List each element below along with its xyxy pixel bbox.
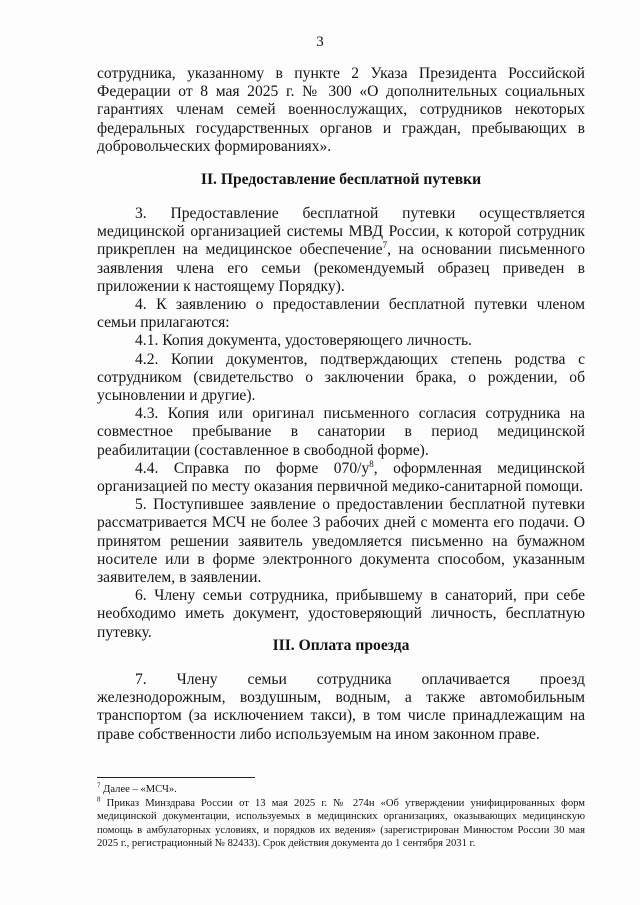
footnote-8-mark: 8: [97, 795, 101, 804]
footnotes: [97, 783, 585, 851]
footnote-7-mark: 7: [97, 781, 101, 790]
intro-paragraph: сотрудника, указанному в пункте 2 Указа Президента Российской Федерации от 8 мая 2025 г. № 300 «О дополнительных социальных гарантиях членам семей военнослужащих, сотрудников некоторых федеральных государственных органов и граждан, пребывающих в добровольческих формированиях».: [97, 65, 585, 155]
paragraph-6: 6. Члену семьи сотрудника, прибывшему в санаторий, при себе необходимо иметь документ, удостоверяющий личность, бесплатную путевку.: [97, 587, 585, 641]
paragraph-5: 5. Поступившее заявление о предоставлении бесплатной путевки рассматривается МСЧ не более 3 рабочих дней с момента его подачи. О принятом решении заявитель уведомляется письменно на бумажном носителе или в форме электронного документа способом, указанным заявителем, в заявлении.: [97, 496, 585, 587]
section-2-body: [97, 205, 585, 642]
section-2-heading: II. Предоставление бесплатной путевки: [200, 171, 482, 188]
paragraph-4-2: 4.2. Копии документов, подтверждающих степень родства с сотрудником (свидетельство о заключении брака, о рождении, об усыновлении и другие).: [97, 350, 585, 405]
footnote-ref-7: 7: [382, 240, 388, 251]
paragraph-3: [97, 205, 585, 296]
footnote-8-text: Приказ Минздрава России от 13 мая 2025 г. № 274н «Об утверждении унифицированных форм медицинской документации, используемых в медицинских организациях, оказывающих медицинскую помощь в амбулаторных условиях, и порядков их ведения» (зарегистрирован Минюстом России 30 мая 2025 г., регистрационный № 82433). Срок действия документа до 1 сентября 2031 г.: [97, 797, 585, 850]
footnote-ref-8: 8: [369, 458, 374, 469]
footnote-7-text: Далее – «МСЧ».: [100, 784, 177, 795]
section-3-body: [97, 671, 585, 744]
paragraph-4: 4. К заявлению о предоставлении бесплатной путевки членом семьи прилагаются:: [97, 296, 585, 332]
paragraph-4-4-text-b: , оформленная медицинской организацией по месту оказания первичной медико-санитарной помощи.: [97, 459, 585, 496]
paragraph-4-4-text-a: 4.4. Справка по форме 070/у: [135, 459, 370, 477]
paragraph-4-1: 4.1. Копия документа, удостоверяющего личность.: [135, 332, 472, 350]
paragraph-7: 7. Члену семьи сотрудника оплачивается проезд железнодорожным, воздушным, водным, а также автомобильным транспортом (за исключением такси), в том числе принадлежащим на праве собственности либо используемым на ином законном праве.: [97, 671, 585, 743]
footnote-8: [97, 797, 585, 851]
paragraph-4-3: 4.3. Копия или оригинал письменного согласия сотрудника на совместное пребывание в санатории в период медицинской реабилитации (составленное в свободной форме).: [97, 405, 585, 459]
page-number: 3: [316, 34, 324, 50]
intro-paragraph-block: [97, 65, 585, 156]
paragraph-3-text-a: 3. Предоставление бесплатной путевки осуществляется медицинской организацией системы МВД России, к которой сотрудник прикреплен на медицинское обеспечение: [97, 205, 585, 259]
footnote-divider: [97, 777, 255, 778]
paragraph-4-4: [97, 460, 585, 496]
section-3-heading: III. Оплата проезда: [272, 637, 410, 654]
footnote-7: [97, 783, 585, 797]
paragraph-3-text-b: , на основании письменного заявления члена его семьи (рекомендуемый образец приведен в приложении к настоящему Порядку).: [97, 241, 585, 295]
